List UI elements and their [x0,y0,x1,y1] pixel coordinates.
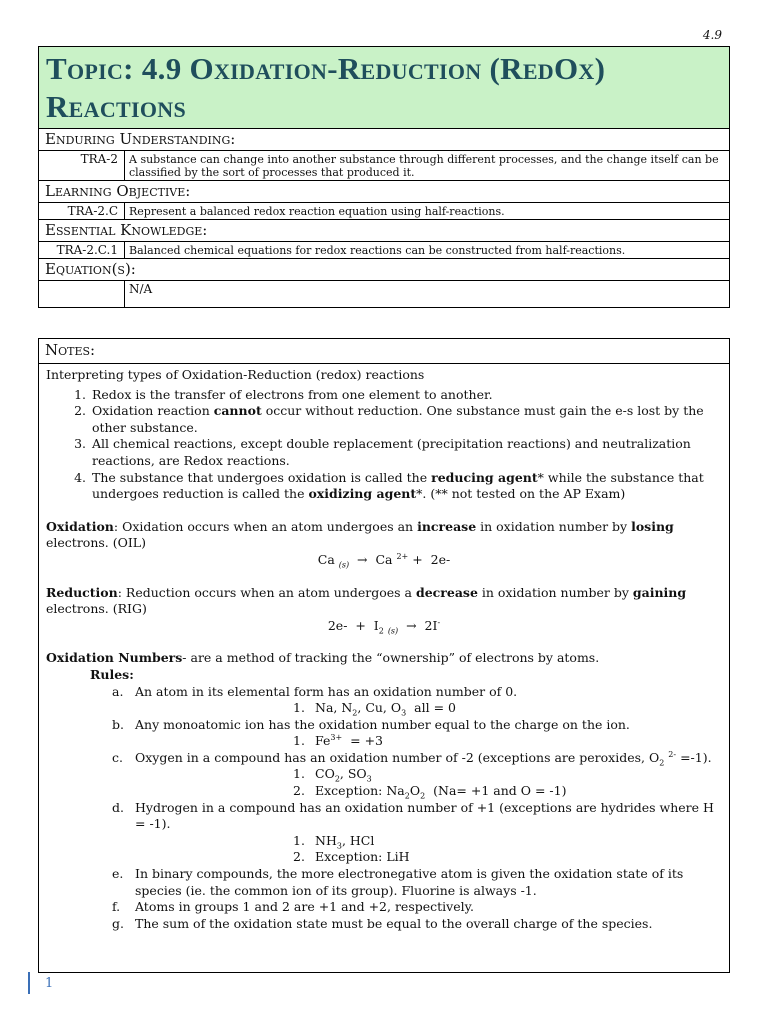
notes-body [39,364,729,935]
rule-item: e. In binary compounds, the more electronegative atom is given the oxidation state of its species (ie. the common ion of its group). Fluorine is always -1. [112,866,684,898]
list-item: 3. All chemical reactions, except double replacement (precipitation reactions) and neutralization reactions, are Redox reactions. [90,436,722,469]
example-item: 2. Exception: $Na_2O_2$ (Na= +1 and O = -1) [293,783,567,801]
example-list [135,700,722,717]
example-item: 1. Na, $N_2$, Cu, $O_3$ all = 0 [293,700,457,718]
eq-code [39,281,125,307]
oxidation-equation: Ca $_{(s)}$ → Ca $^{2+}$ + 2e- [317,551,451,570]
lo-text: Represent a balanced redox reaction equation using half-reactions. [129,205,505,218]
ek-code: TRA-2.C.1 [39,242,125,258]
learning-objective-row [39,203,729,220]
footer-accent-bar [28,972,30,994]
equations-heading: Equation(s): [39,259,729,281]
example-item: 1. $CO_2$, $SO_3$ [293,766,372,784]
essential-knowledge-row [39,242,729,259]
ek-text: Balanced chemical equations for redox reactions can be constructed from half-reactions. [129,244,626,257]
eu-text: A substance can change into another substance through different processes, and the change itself can be classified by the sort of processes that produced it. [129,153,719,179]
topic-table [38,46,730,308]
eu-code: TRA-2 [39,151,125,180]
example-list [135,833,722,866]
rule-item: f. Atoms in groups 1 and 2 are +1 and +2, respectively. [112,899,474,915]
rule-item: c. Oxygen in a compound has an oxidation number of -2 (exceptions are peroxides, $O_2$ $^{2-}$ =-1). 1. $CO_2$, $SO_3$ 2. Exception: $Na_2O_2$ (Na= +1 and O = -1) [46,750,722,800]
rule-item: a. An atom in its elemental form has an oxidation number of 0. 1. Na, $N_2$, Cu, $O_3$ all = 0 [46,684,722,717]
reduction-definition: Reduction: Reduction occurs when an atom undergoes a decrease in oxidation number by gaining electrons. (RIG) [46,584,687,617]
oxidation-numbers-definition: Oxidation Numbers- are a method of tracking the “ownership” of electrons by atoms. [46,650,600,666]
enduring-understanding-row [39,151,729,181]
page-title: Topic: 4.9 Oxidation-Reduction (RedOx) Reactions [46,51,606,124]
eq-text: N/A [129,282,153,296]
rule-item: d. Hydrogen in a compound has an oxidation number of +1 (exceptions are hydrides where H = -1). 1. $NH_3$, HCl 2. Exception: LiH [46,800,722,866]
list-item: 2. Oxidation reaction cannot occur without reduction. One substance must gain the e-s lost by the other substance. [90,403,722,436]
rules-label: Rules: [90,666,134,682]
notes-heading: Notes: [39,339,729,364]
list-item: 1. Redox is the transfer of electrons from one element to another. [90,387,722,404]
rule-item: b. Any monoatomic ion has the oxidation number equal to the charge on the ion. 1. $Fe^{3+} = +3$ [46,717,722,750]
example-list [135,766,722,799]
example-item: 1. $Fe^{3+} = +3$ [293,733,384,749]
rule-item: g. The sum of the oxidation state must be equal to the overall charge of the species. [112,915,653,931]
footer-page-number: 1 [45,976,54,991]
example-item: 2. Exception: LiH [293,849,410,865]
example-item: 1. $NH_3$, HCl [293,832,375,851]
reduction-equation: $2e- + I_2$ $_{(s)}$ → 2I- [327,617,441,636]
redox-points-list [46,387,722,503]
rules-list [46,684,722,933]
essential-knowledge-heading: Essential Knowledge: [39,220,729,242]
list-item: 4. The substance that undergoes oxidation is called the reducing agent* while the substance that undergoes reduction is called the oxidizing agent*. (** not tested on the AP Exam) [90,470,722,503]
notes-box [38,338,730,973]
lo-code: TRA-2.C [39,203,125,219]
enduring-understanding-heading: Enduring Understanding: [39,129,729,151]
page-label: 4.9 [702,28,722,42]
learning-objective-heading: Learning Objective: [39,181,729,203]
equations-row [39,281,729,307]
notes-intro: Interpreting types of Oxidation-Reduction (redox) reactions [46,367,425,382]
title-cell [39,47,729,129]
oxidation-definition: Oxidation: Oxidation occurs when an atom undergoes an increase in oxidation number by losing electrons. (OIL) [46,518,674,551]
example-list [135,733,722,750]
